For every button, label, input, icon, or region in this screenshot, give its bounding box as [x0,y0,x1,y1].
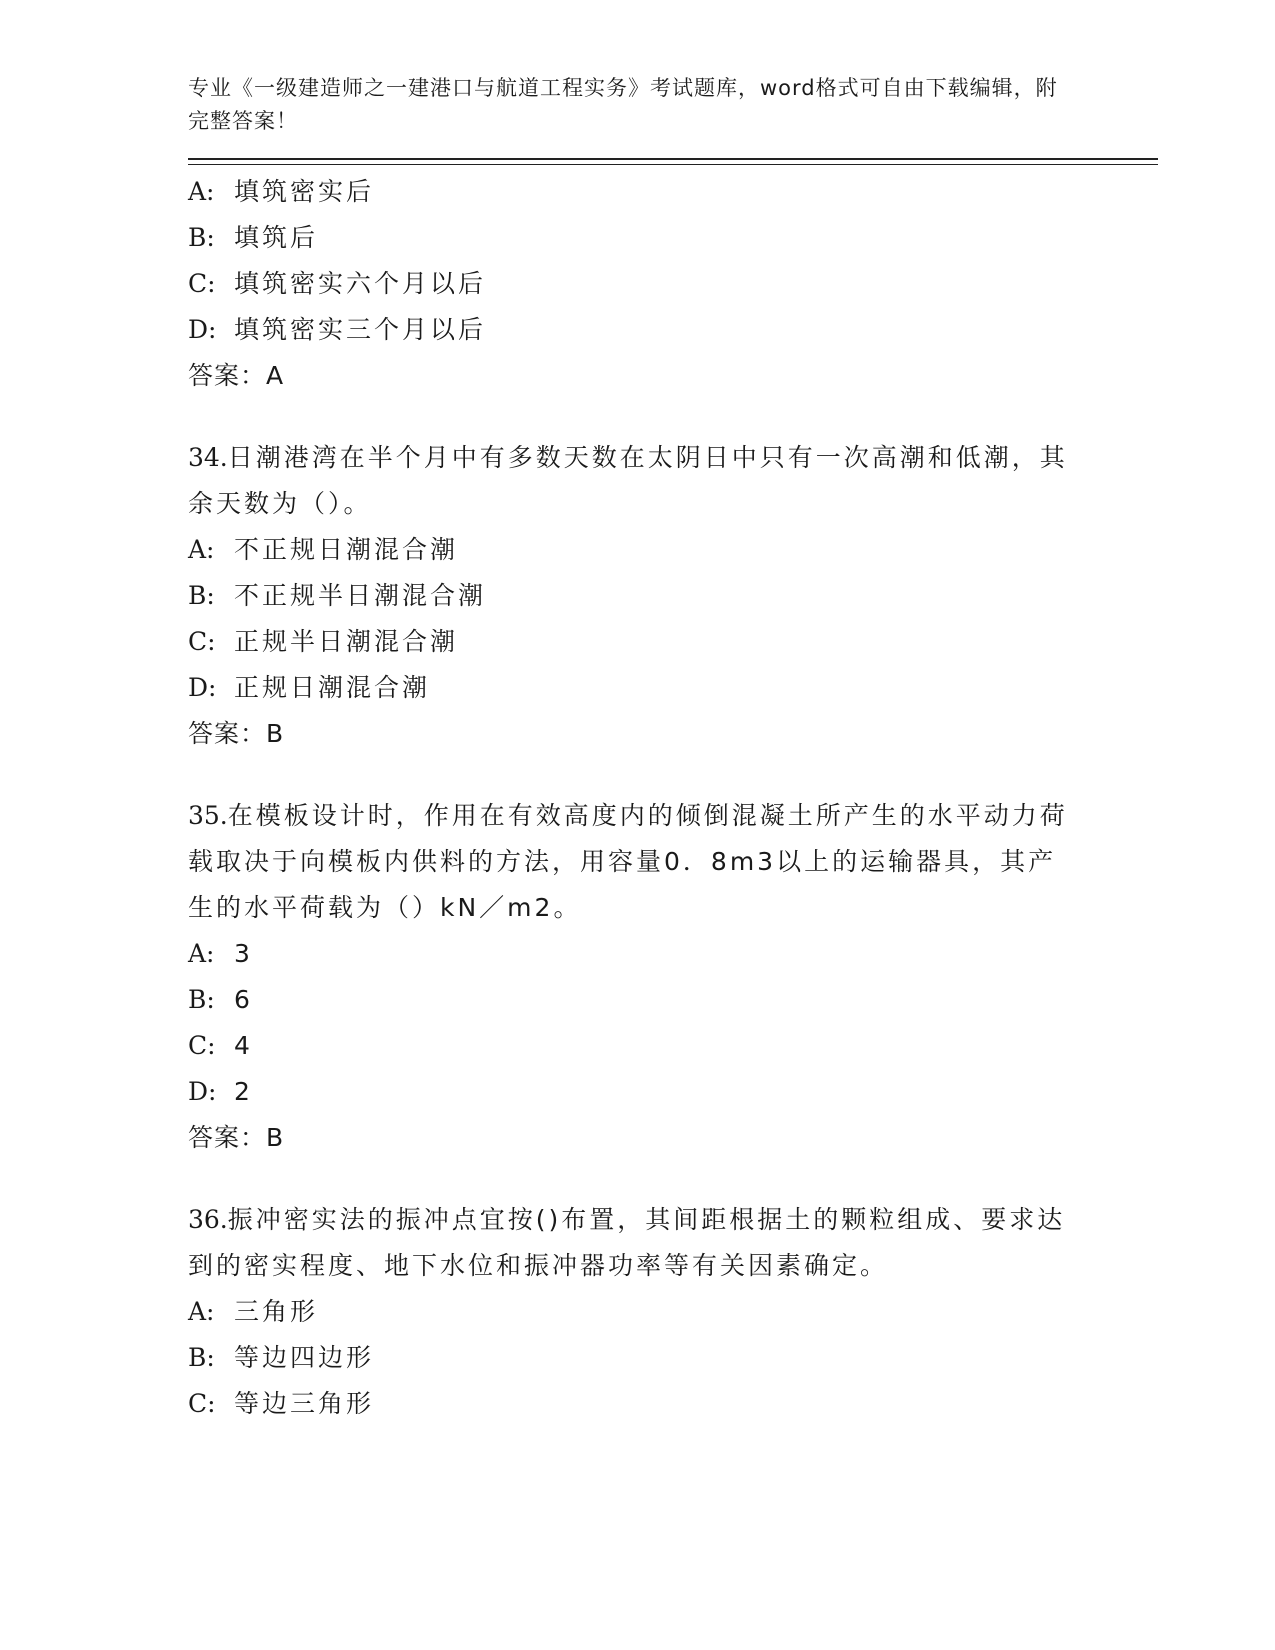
option-d [188,665,1158,711]
option-d [188,307,1158,353]
option-text: 3 [234,939,253,968]
option-label: A: [188,939,215,968]
question-text: 在模板设计时，作用在有效高度内的倾倒混凝土所产生的水平动力荷载取决于向模板内供料的方法，用容量0．8m3以上的运输器具，其产生的水平荷载为（）kN／m2。 [188,801,1068,922]
document-page [188,72,1158,1427]
option-text: 三角形 [234,1297,319,1326]
question-number: 34. [188,443,228,472]
option-text: 等边三角形 [234,1389,375,1418]
question-36 [188,1197,1078,1289]
option-label: D: [188,673,217,702]
option-label: C: [188,269,216,298]
option-text: 正规日潮混合潮 [234,673,431,702]
option-label: A: [188,1297,215,1326]
option-text: 填筑后 [234,223,319,252]
option-b [188,1335,1158,1381]
document-body [188,169,1158,1427]
option-c [188,1381,1158,1427]
option-d [188,1069,1158,1115]
option-text: 填筑密实三个月以后 [234,315,487,344]
option-text: 填筑密实六个月以后 [234,269,487,298]
option-label: C: [188,1031,216,1060]
option-label: C: [188,627,216,656]
answer-line: 答案：A [188,361,285,390]
option-text: 填筑密实后 [234,177,375,206]
option-c [188,261,1158,307]
option-c [188,619,1158,665]
option-label: A: [188,177,215,206]
option-a [188,169,1158,215]
question-text: 日潮港湾在半个月中有多数天数在太阴日中只有一次高潮和低潮，其余天数为（）。 [188,443,1068,518]
option-label: B: [188,1343,215,1372]
option-label: B: [188,223,215,252]
option-label: D: [188,1077,217,1106]
prev-question-options [188,169,1158,399]
option-a [188,931,1158,977]
option-label: C: [188,1389,216,1418]
option-text: 正规半日潮混合潮 [234,627,459,656]
option-b [188,573,1158,619]
option-text: 不正规日潮混合潮 [234,535,459,564]
answer-line: 答案：B [188,719,285,748]
option-text: 6 [234,985,253,1014]
option-b [188,977,1158,1023]
option-a [188,527,1158,573]
answer-line: 答案：B [188,1123,285,1152]
option-label: B: [188,581,215,610]
option-a [188,1289,1158,1335]
question-35 [188,793,1078,931]
document-header: 专业《一级建造师之一建港口与航道工程实务》考试题库，word格式可自由下载编辑，附完整答案！ [188,76,1058,133]
question-34 [188,435,1078,527]
option-label: B: [188,985,215,1014]
question-number: 35. [188,801,228,830]
option-c [188,1023,1158,1069]
header-divider [188,158,1158,165]
question-number: 36. [188,1205,228,1234]
option-text: 等边四边形 [234,1343,375,1372]
option-label: D: [188,315,217,344]
option-text: 2 [234,1077,253,1106]
option-label: A: [188,535,215,564]
option-b [188,215,1158,261]
question-text: 振冲密实法的振冲点宜按()布置，其间距根据土的颗粒组成、要求达到的密实程度、地下水位和振冲器功率等有关因素确定。 [188,1205,1066,1280]
option-text: 不正规半日潮混合潮 [234,581,487,610]
option-text: 4 [234,1031,253,1060]
